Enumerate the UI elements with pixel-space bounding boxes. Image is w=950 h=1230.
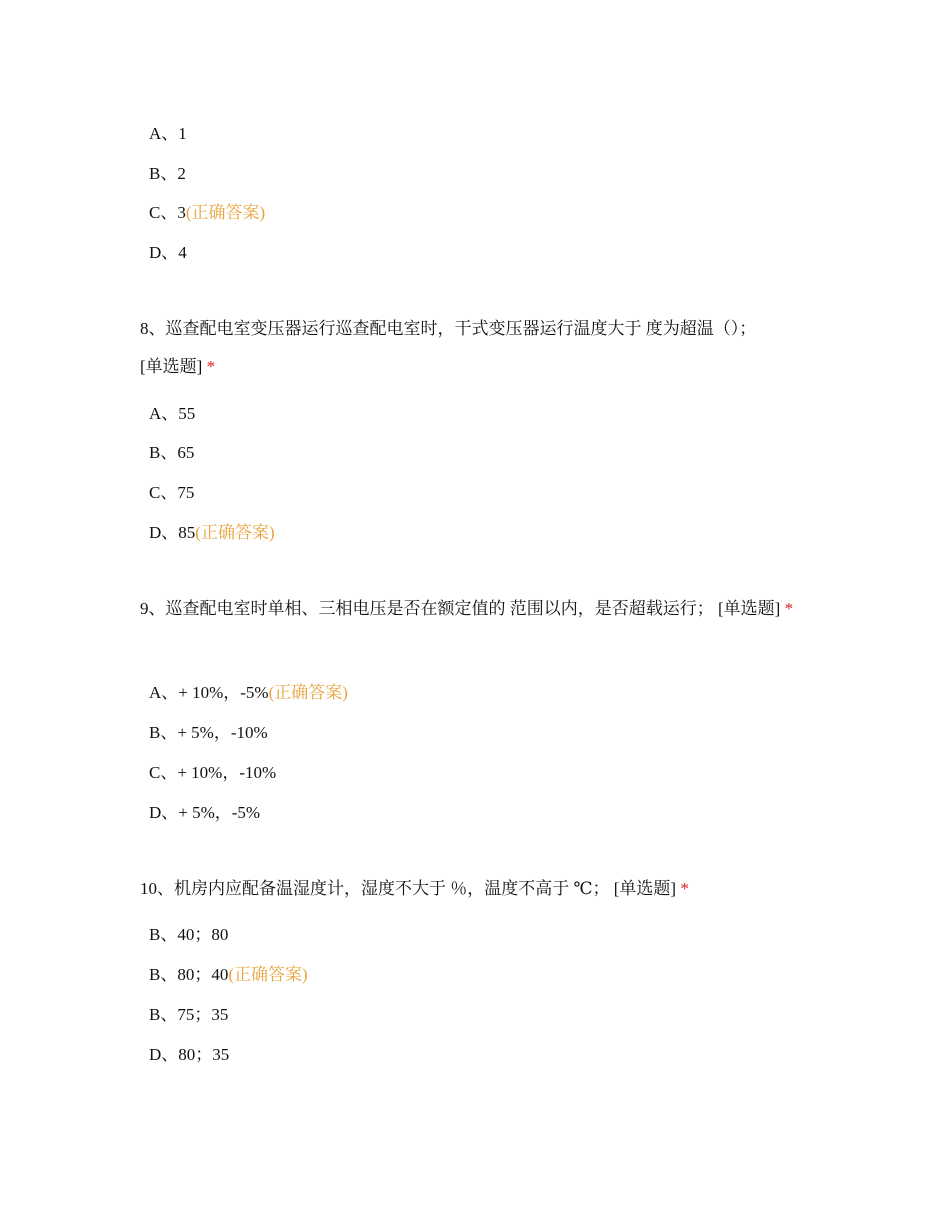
correct-answer-tag: (正确答案) [185,203,266,222]
q10-question [140,870,820,908]
correct-answer-tag: (正确答案) [195,523,275,542]
option-label: D、+ 5%，-5% [149,803,261,822]
option-label: C、+ 10%，-10% [149,763,277,782]
q10-option-1[interactable] [149,924,228,946]
option-label: D、85 [149,523,196,542]
q8-option-d[interactable] [149,522,275,544]
q9-option-d[interactable] [149,802,260,824]
q7-option-d[interactable] [149,242,187,264]
q10-option-3[interactable] [149,1004,228,1026]
option-label: A、55 [149,404,196,423]
q8-option-a[interactable] [149,403,195,425]
q9-question [140,590,805,628]
option-label: A、1 [149,124,187,143]
option-label: C、3 [149,203,186,222]
option-label: B、+ 5%，-10% [149,723,268,742]
option-label: B、75；35 [149,1005,229,1024]
question-text: 9、巡查配电室时单相、三相电压是否在额定值的 范围以内，是否超载运行； [单选题] [140,599,781,618]
option-label: A、+ 10%，-5% [149,683,269,702]
q7-option-c[interactable] [149,202,265,224]
option-label: C、75 [149,483,195,502]
q10-option-2[interactable] [149,964,308,986]
q8-option-c[interactable] [149,482,194,504]
required-mark: * [206,357,216,376]
q9-option-a[interactable] [149,682,348,704]
required-mark: * [784,599,794,618]
question-text: 10、机房内应配备温湿度计，湿度不大于 ％，温度不高于 ℃； [单选题] [140,879,677,898]
option-label: D、80；35 [149,1045,230,1064]
option-label: B、2 [149,164,186,183]
q7-option-a[interactable] [149,123,187,145]
q10-option-4[interactable] [149,1044,229,1066]
q8-option-b[interactable] [149,442,194,464]
option-label: D、4 [149,243,187,262]
q8-question [140,310,780,386]
option-label: B、80；40 [149,965,229,984]
correct-answer-tag: (正确答案) [268,683,348,702]
q9-option-b[interactable] [149,722,268,744]
question-text: 8、巡查配电室变压器运行巡查配电室时，干式变压器运行温度大于 度为超温（）； [单选题] [140,319,757,376]
correct-answer-tag: (正确答案) [228,965,308,984]
required-mark: * [680,879,689,898]
q7-option-b[interactable] [149,163,186,185]
option-label: B、40；80 [149,925,229,944]
option-label: B、65 [149,443,195,462]
q9-option-c[interactable] [149,762,276,784]
